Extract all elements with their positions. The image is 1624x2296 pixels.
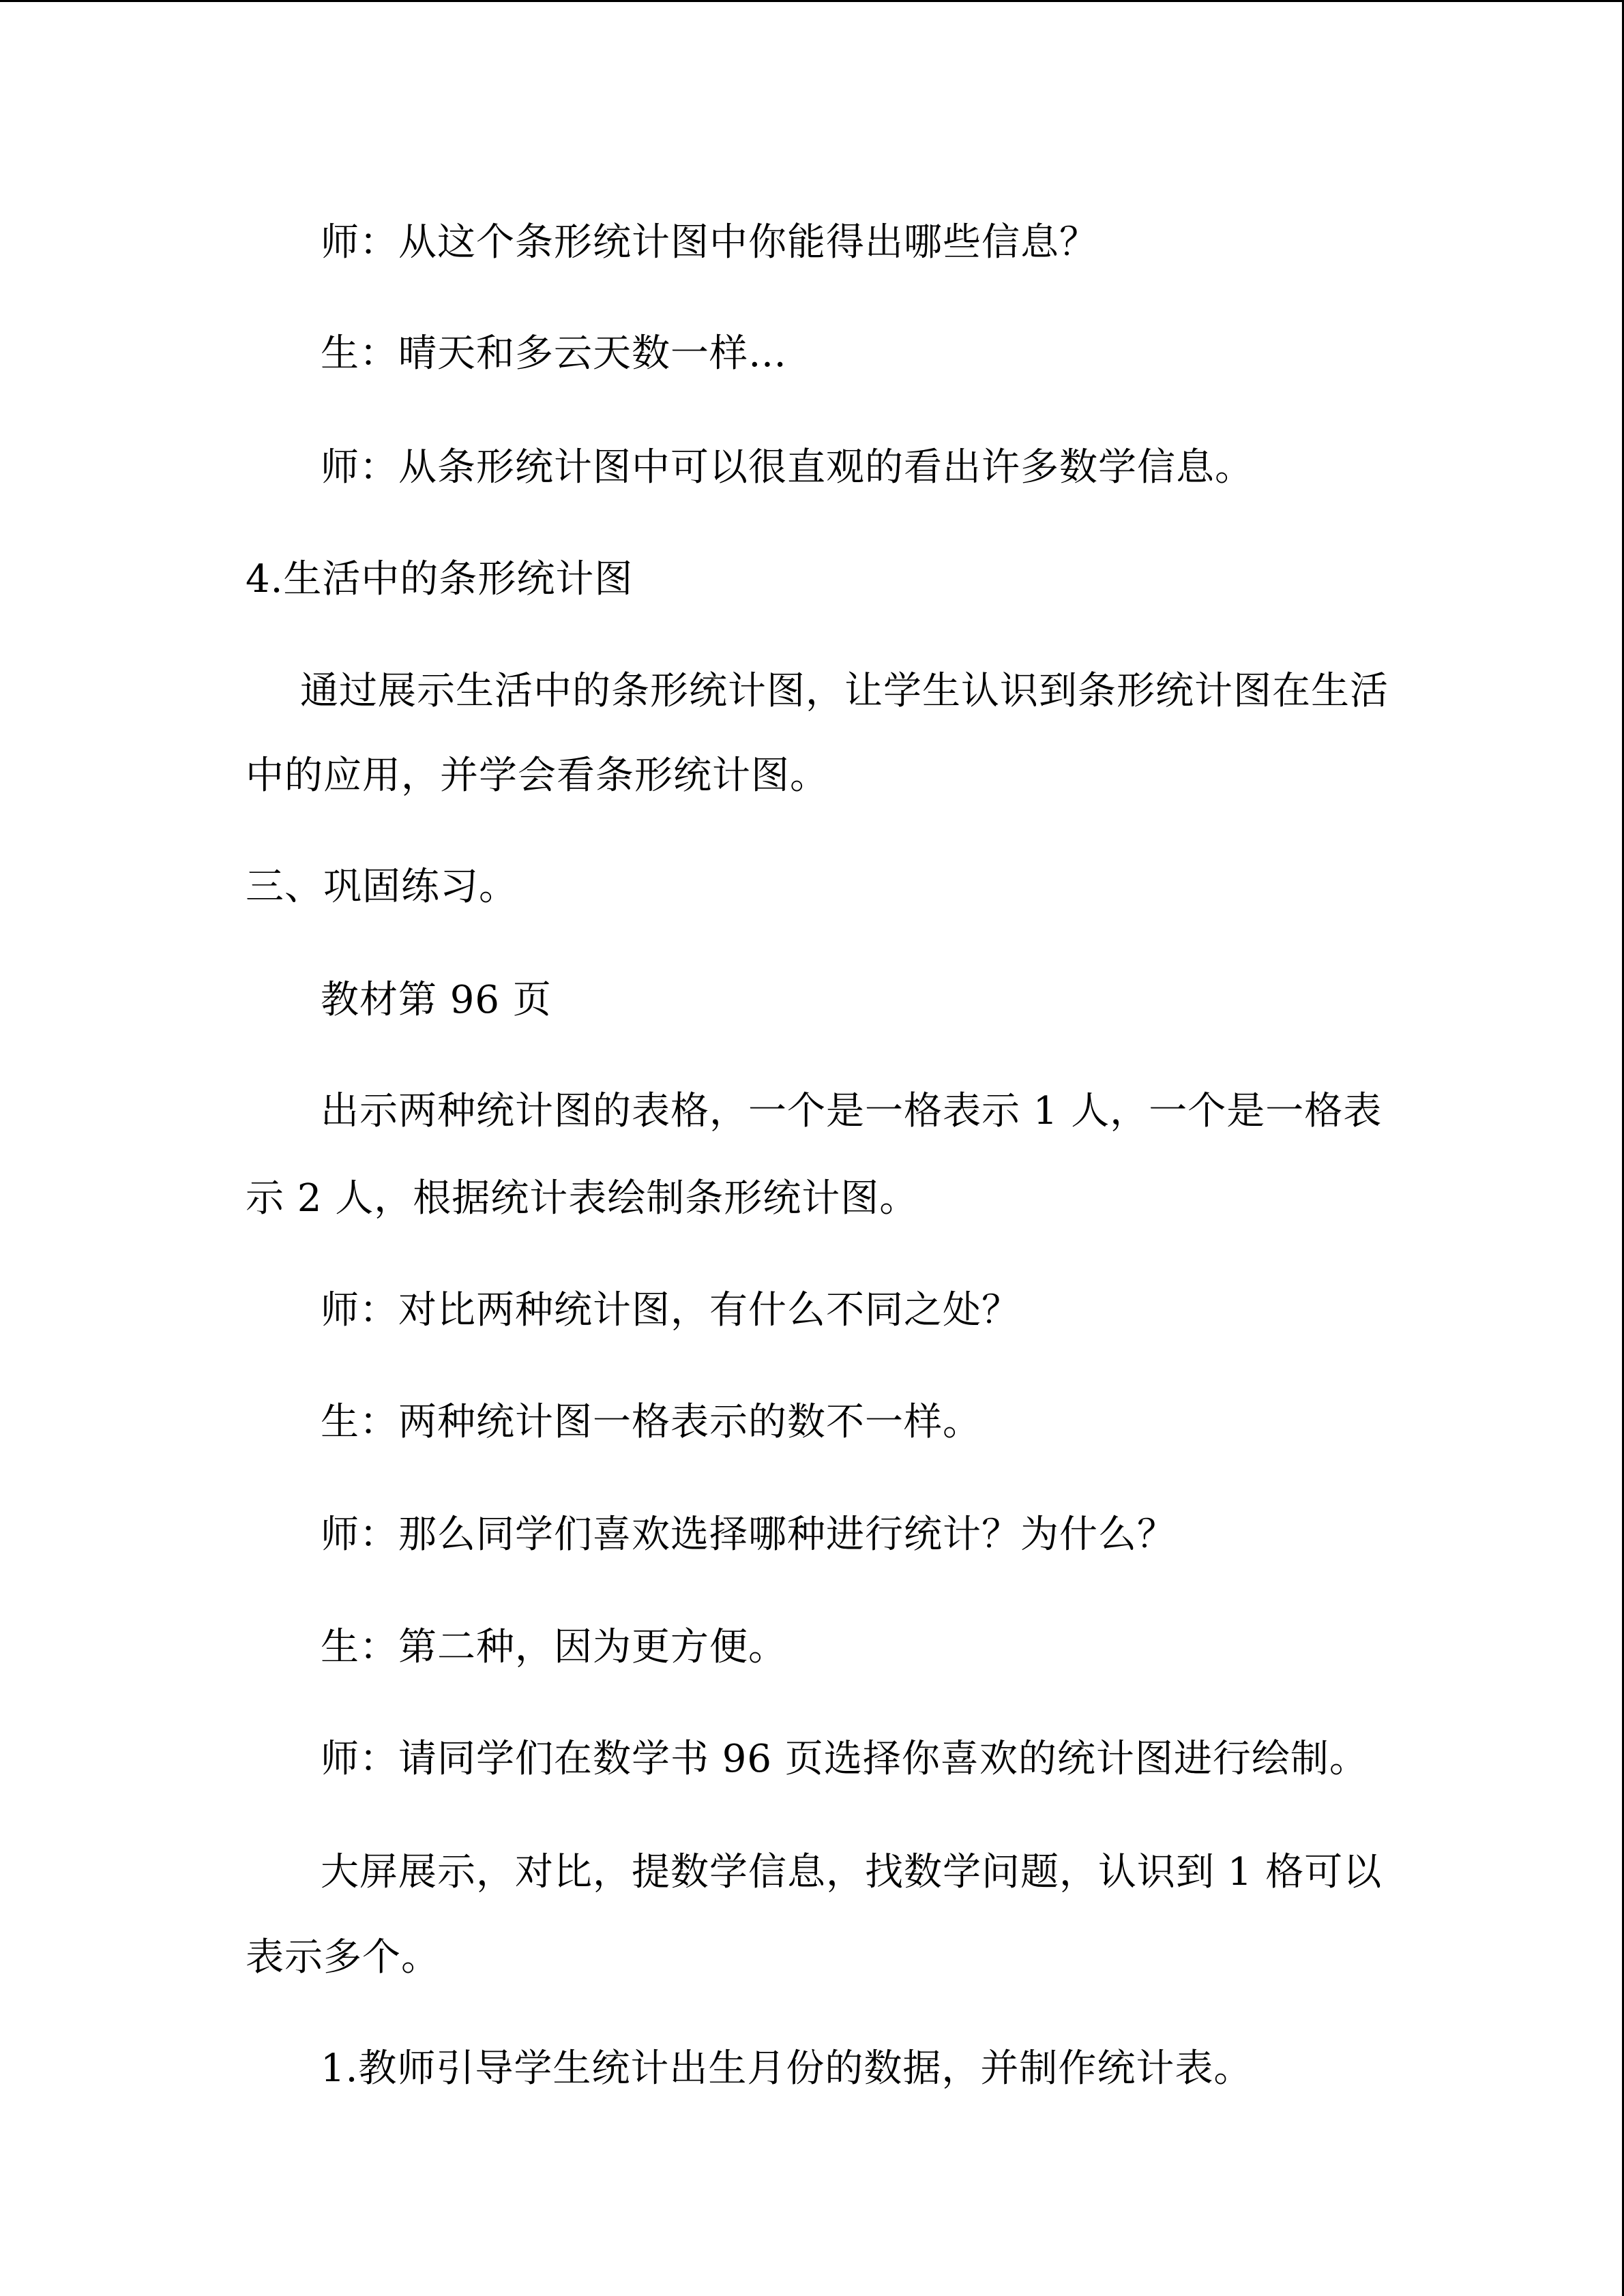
paragraph-teacher-instruction: 师：请同学们在数学书 96 页选择你喜欢的统计图进行绘制。 — [321, 1737, 1368, 1781]
section-heading-4: 4.生活中的条形统计图 — [246, 557, 634, 601]
section-heading-consolidation: 三、巩固练习。 — [246, 865, 518, 909]
paragraph-teacher-question-3: 师：那么同学们喜欢选择哪种进行统计？为什么？ — [321, 1512, 1176, 1557]
paragraph-student-answer-1: 生：晴天和多云天数一样… — [321, 331, 787, 376]
paragraph-birth-month-task: 1.教师引导学生统计出生月份的数据，并制作统计表。 — [321, 2046, 1253, 2091]
paragraph-show-tables-line-1: 出示两种统计图的表格，一个是一格表示 1 人，一个是一格表 — [321, 1089, 1383, 1133]
paragraph-screen-display-line-1: 大屏展示，对比，提数学信息，找数学问题，认识到 1 格可以 — [321, 1850, 1383, 1894]
paragraph-life-bar-chart-line-1: 通过展示生活中的条形统计图，让学生认识到条形统计图在生活 — [300, 669, 1389, 713]
paragraph-screen-display-line-2: 表示多个。 — [246, 1935, 440, 1980]
paragraph-student-answer-2: 生：两种统计图一格表示的数不一样。 — [321, 1400, 981, 1444]
paragraph-life-bar-chart-line-2: 中的应用，并学会看条形统计图。 — [246, 754, 829, 798]
paragraph-teacher-question-1: 师：从这个条形统计图中你能得出哪些信息？ — [321, 220, 1098, 265]
paragraph-show-tables-line-2: 示 2 人，根据统计表绘制条形统计图。 — [246, 1176, 919, 1221]
paragraph-teacher-question-2: 师：对比两种统计图，有什么不同之处？ — [321, 1288, 1020, 1332]
paragraph-textbook-page: 教材第 96 页 — [321, 978, 552, 1022]
paragraph-student-answer-3: 生：第二种，因为更方便。 — [321, 1625, 787, 1669]
paragraph-teacher-comment-1: 师：从条形统计图中可以很直观的看出许多数学信息。 — [321, 445, 1254, 490]
